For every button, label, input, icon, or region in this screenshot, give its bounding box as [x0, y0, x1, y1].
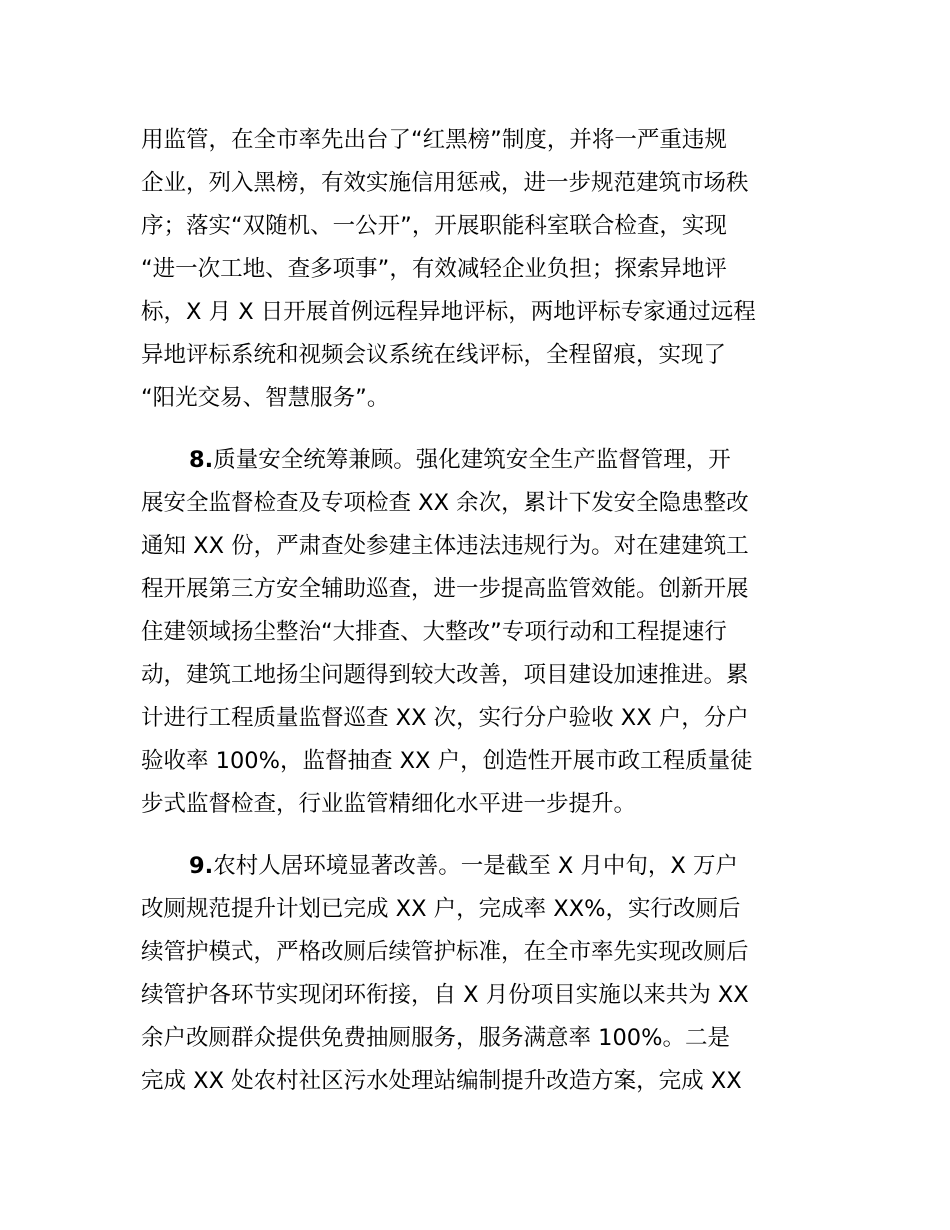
text-line: 完成 XX 处农村社区污水处理站编制提升改造方案，完成 XX [141, 1068, 742, 1094]
text-line: 住建领域扬尘整治“大排查、大整改”专项行动和工程提速行 [141, 619, 727, 645]
text-line: 续管护各环节实现闭环衔接，自 X 月份项目实施以来共为 XX [141, 982, 749, 1008]
text-line: 续管护模式，严格改厕后续管护标准，在全市率先实现改厕后 [141, 939, 749, 965]
text-line: 用监管，在全市率先出台了“红黑榜”制度，并将一严重违规 [141, 127, 727, 153]
paragraph-quality-safety [141, 439, 813, 826]
text-line-first [141, 845, 813, 888]
text-line-first [141, 439, 813, 482]
text-line: 程开展第三方安全辅助巡查，进一步提高监管效能。创新开展 [141, 576, 749, 602]
section-heading-text: 农村人居环境显著改善。一是截至 X 月中旬，X 万户 [213, 853, 738, 879]
text-line: 序；落实“双随机、一公开”，开展职能科室联合检查，实现 [141, 213, 727, 239]
section-number: 9. [189, 853, 214, 879]
text-line: 步式监督检查，行业监管精细化水平进一步提升。 [141, 791, 637, 817]
section-heading-text: 质量安全统筹兼顾。强化建筑安全生产监督管理，开 [213, 447, 731, 473]
text-line: 异地评标系统和视频会议系统在线评标，全程留痕，实现了 [141, 342, 727, 368]
text-line: 企业，列入黑榜，有效实施信用惩戒，进一步规范建筑市场秩 [141, 170, 749, 196]
text-line: “阳光交易、智慧服务”。 [141, 385, 390, 411]
paragraph-spacer [141, 420, 813, 439]
text-line: 标，X 月 X 日开展首例远程异地评标，两地评标专家通过远程 [141, 299, 756, 325]
text-line: 验收率 100%，监督抽查 XX 户，创造性开展市政工程质量徒 [141, 748, 753, 774]
text-line: 通知 XX 份，严肃查处参建主体违法违规行为。对在建建筑工 [141, 533, 749, 559]
text-line: 动，建筑工地扬尘问题得到较大改善，项目建设加速推进。累 [141, 662, 749, 688]
text-line: “进一次工地、查多项事”，有效减轻企业负担；探索异地评 [141, 256, 727, 282]
paragraph-spacer [141, 826, 813, 845]
section-number: 8. [189, 447, 214, 473]
text-line: 改厕规范提升计划已完成 XX 户，完成率 XX%，实行改厕后 [141, 896, 741, 922]
document-body [141, 119, 813, 1103]
text-line: 计进行工程质量监督巡查 XX 次，实行分户验收 XX 户，分户 [141, 705, 749, 731]
paragraph-credit-supervision [141, 119, 813, 420]
text-line: 余户改厕群众提供免费抽厕服务，服务满意率 100%。二是 [141, 1025, 730, 1051]
paragraph-rural-environment [141, 845, 813, 1103]
text-line: 展安全监督检查及专项检查 XX 余次，累计下发安全隐患整改 [141, 490, 749, 516]
